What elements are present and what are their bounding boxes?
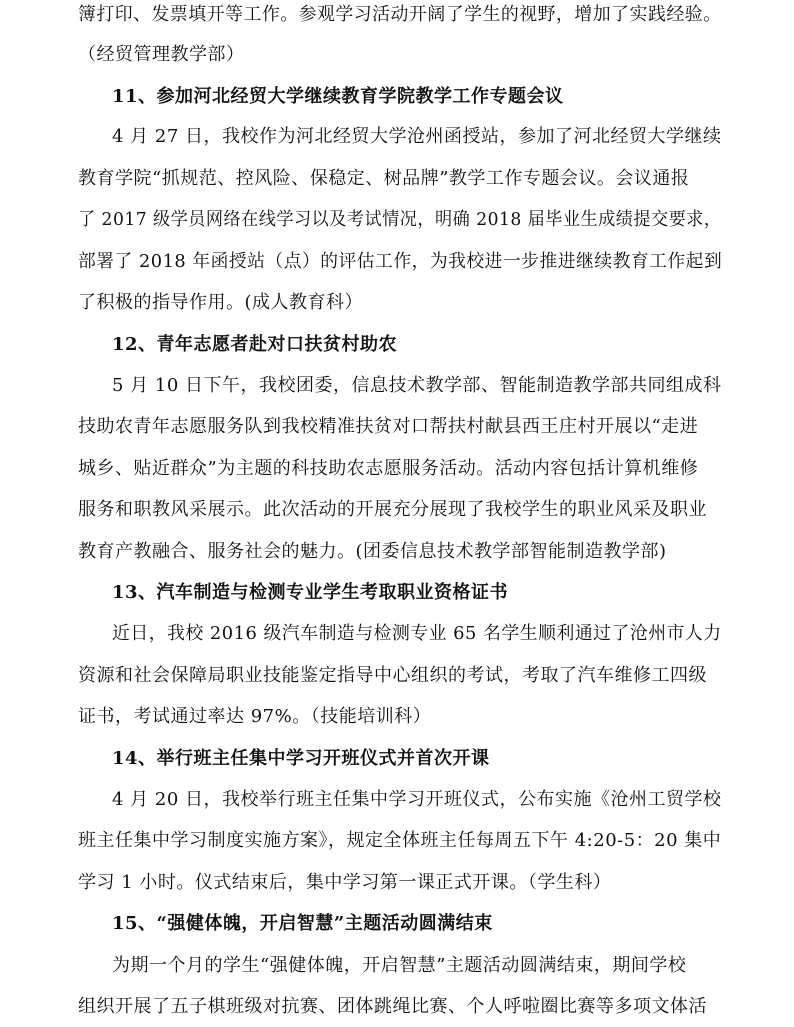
section-14-line-3: 学习 1 小时。仪式结束后，集中学习第一课正式开课。（学生科） (78, 872, 612, 893)
section-15-line-1: 为期一个月的学生“强健体魄，开启智慧”主题活动圆满结束，期间学校 (112, 955, 687, 976)
section-11-line-5: 了积极的指导作用。(成人教育科） (78, 292, 364, 313)
section-13-line-1: 近日，我校 2016 级汽车制造与检测专业 65 名学生顺利通过了沧州市人力 (112, 623, 722, 644)
section-11-heading: 11、参加河北经贸大学继续教育学院教学工作专题会议 (112, 86, 564, 107)
section-15-line-2: 组织开展了五子棋班级对抗赛、团体跳绳比赛、个人呼啦圈比赛等多项文体活 (78, 996, 707, 1017)
section-12-heading: 12、青年志愿者赴对口扶贫村助农 (112, 334, 398, 355)
section-11-line-1: 4 月 27 日，我校作为河北经贸大学沧州函授站，参加了河北经贸大学继续 (112, 126, 722, 147)
section-15-heading: 15、“强健体魄，开启智慧”主题活动圆满结束 (112, 913, 493, 934)
intro-line-1: 簿打印、发票填开等工作。参观学习活动开阔了学生的视野，增加了实践经验。 (78, 4, 722, 25)
section-13-line-3: 证书，考试通过率达 97%。（技能培训科） (78, 706, 432, 727)
section-12-line-2: 技助农青年志愿服务队到我校精准扶贫对口帮扶村献县西王庄村开展以“走进 (78, 416, 699, 437)
section-12-line-5: 教育产教融合、服务社会的魅力。(团委信息技术教学部智能制造教学部) (78, 541, 667, 562)
section-14-heading: 14、举行班主任集中学习开班仪式并首次开课 (112, 748, 490, 769)
section-14-line-2: 班主任集中学习制度实施方案》，规定全体班主任每周五下午 4:20-5：20 集中 (78, 830, 722, 851)
section-11-line-4: 部署了 2018 年函授站（点）的评估工作，为我校进一步推进继续教育工作起到 (78, 251, 723, 272)
section-12-line-4: 服务和职教风采展示。此次活动的开展充分展现了我校学生的职业风采及职业 (78, 499, 707, 520)
section-13-line-2: 资源和社会保障局职业技能鉴定指导中心组织的考试，考取了汽车维修工四级 (78, 665, 707, 686)
section-13-heading: 13、汽车制造与检测专业学生考取职业资格证书 (112, 582, 509, 603)
section-12-line-3: 城乡、贴近群众”为主题的科技助农志愿服务活动。活动内容包括计算机维修 (78, 458, 699, 479)
intro-line-2: （经贸管理教学部） (78, 44, 245, 65)
section-14-line-1: 4 月 20 日，我校举行班主任集中学习开班仪式，公布实施《沧州工贸学校 (112, 789, 722, 810)
section-12-line-1: 5 月 10 日下午，我校团委，信息技术教学部、智能制造教学部共同组成科 (112, 375, 722, 396)
section-11-line-3: 了 2017 级学员网络在线学习以及考试情况，明确 2018 届毕业生成绩提交要求， (78, 209, 722, 230)
section-11-line-2: 教育学院“抓规范、控风险、保稳定、树品牌”教学工作专题会议。会议通报 (78, 168, 690, 189)
